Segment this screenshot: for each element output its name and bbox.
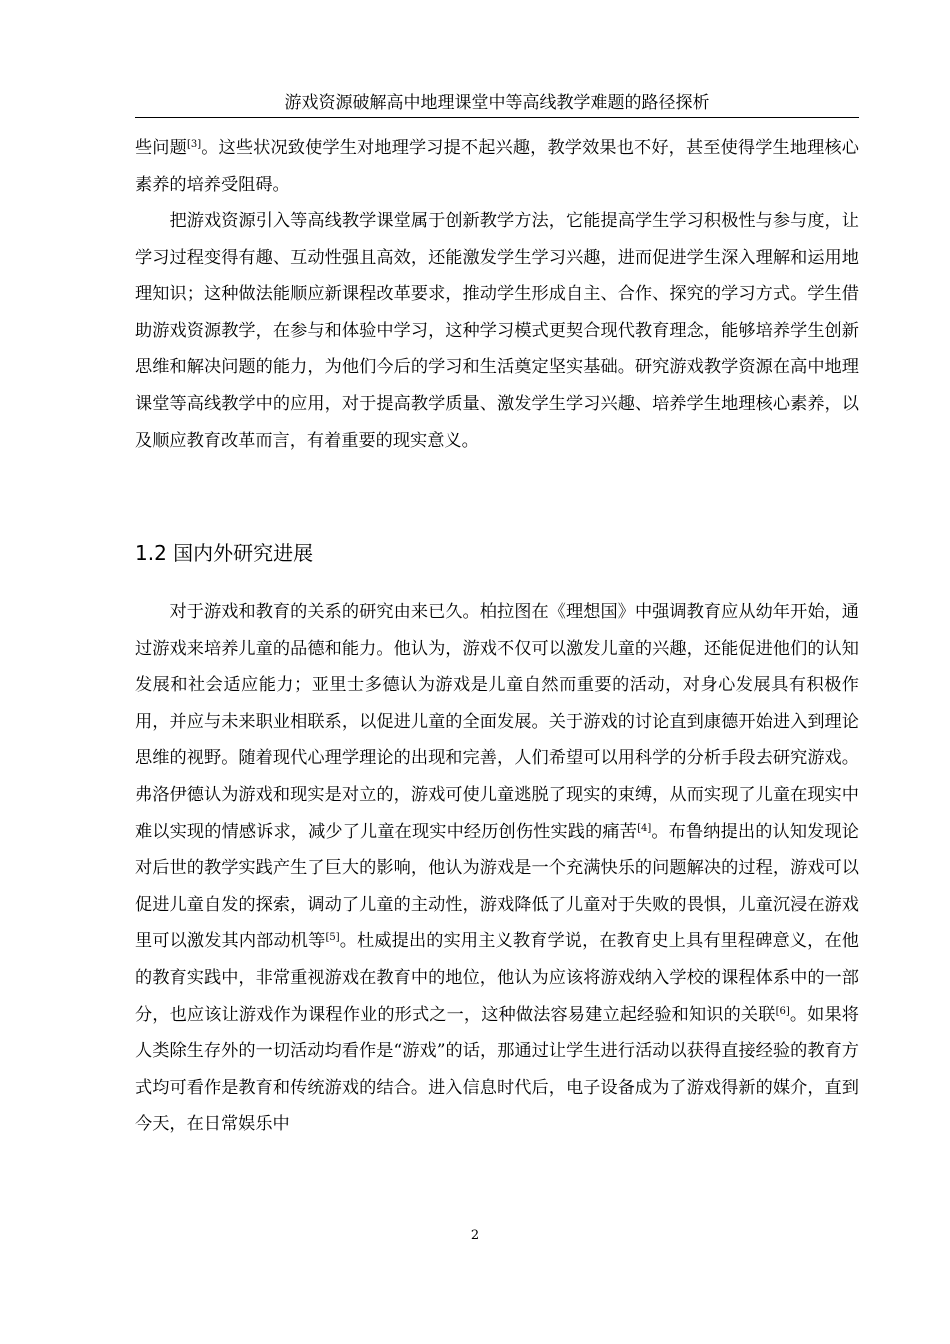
paragraph-continued: [135, 130, 859, 203]
section-heading: 1.2 国内外研究进展: [135, 541, 314, 565]
page-number: 2: [470, 1228, 480, 1243]
paragraph-text: 。这些状况致使学生对地理学习提不起兴趣，教学效果也不好，甚至使得学生地理核心素养的培养受阻碍。: [135, 138, 859, 195]
paragraph: [135, 594, 859, 1143]
paragraph-text: 。如果将人类除生存外的一切活动均看作是“游戏”的话，那通过让学生进行活动以获得直接经验的教育方式均可看作是教育和传统游戏的结合。进入信息时代后，电子设备成为了游戏得新的媒介，直到今天，在日常娱乐中: [135, 1004, 859, 1135]
paragraph-text: 些问题: [135, 138, 187, 158]
citation-ref[interactable]: [4]: [637, 822, 652, 834]
paragraph-text: 。杜威提出的实用主义教育学说，在教育史上具有里程碑意义，在他的教育实践中，非常重视游戏在教育中的地位，他认为应该将游戏纳入学校的课程体系中的一部分，也应该让游戏作为课程作业的形式之一，这种做法容易建立起经验和知识的关联: [135, 931, 859, 1025]
header-divider: [135, 117, 859, 118]
citation-ref[interactable]: [6]: [775, 1005, 790, 1017]
paragraph-text: 。布鲁纳提出的认知发现论对后世的教学实践产生了巨大的影响，他认为游戏是一个充满快乐的问题解决的过程，游戏可以促进儿童自发的探索，调动了儿童的主动性，游戏降低了儿童对于失败的畏惧，儿童沉浸在游戏里可以激发其内部动机等: [135, 821, 859, 952]
running-header: 游戏资源破解高中地理课堂中等高线教学难题的路径探析: [284, 93, 710, 113]
paragraph: [135, 203, 859, 459]
paragraph-text: 对于游戏和教育的关系的研究由来已久。柏拉图在《理想国》中强调教育应从幼年开始，通过游戏来培养儿童的品德和能力。他认为，游戏不仅可以激发儿童的兴趣，还能促进他们的认知发展和社会适应能力；亚里士多德认为游戏是儿童自然而重要的活动，对身心发展具有积极作用，并应与未来职业相联系，以促进儿童的全面发展。关于游戏的讨论直到康德开始进入到理论思维的视野。随着现代心理学理论的出现和完善，人们希望可以用科学的分析手段去研究游戏。弗洛伊德认为游戏和现实是对立的，游戏可使儿童逃脱了现实的束缚，从而实现了儿童在现实中难以实现的情感诉求，减少了儿童在现实中经历创伤性实践的痛苦: [135, 602, 859, 842]
citation-ref[interactable]: [3]: [186, 139, 202, 150]
citation-ref[interactable]: [5]: [325, 932, 340, 944]
paragraph-text: 把游戏资源引入等高线教学课堂属于创新教学方法，它能提高学生学习积极性与参与度，让学习过程变得有趣、互动性强且高效，还能激发学生学习兴趣，进而促进学生深入理解和运用地理知识；这种做法能顺应新课程改革要求，推动学生形成自主、合作、探究的学习方式。学生借助游戏资源教学，在参与和体验中学习，这种学习模式更契合现代教育理念，能够培养学生创新思维和解决问题的能力，为他们今后的学习和生活奠定坚实基础。研究游戏教学资源在高中地理课堂等高线教学中的应用，对于提高教学质量、激发学生学习兴趣、培养学生地理核心素养，以及顺应教育改革而言，有着重要的现实意义。: [135, 211, 859, 451]
